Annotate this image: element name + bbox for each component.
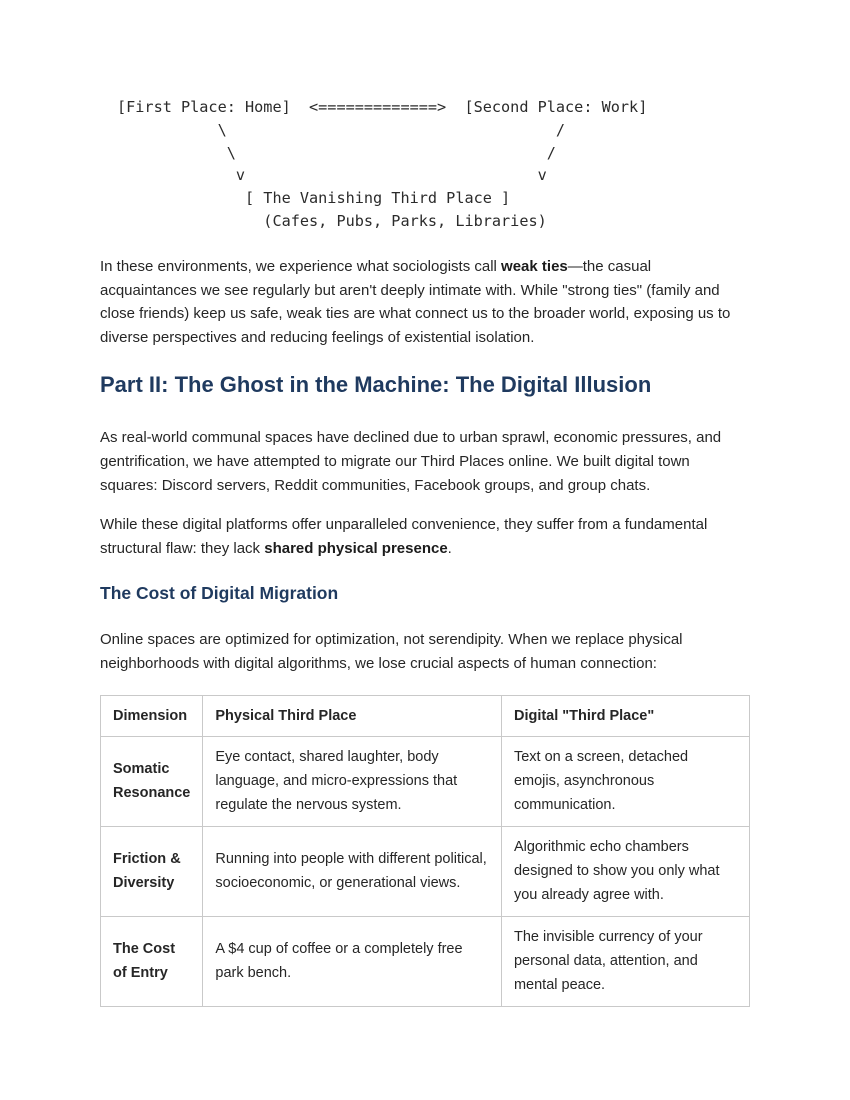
structural-flaw-paragraph [100, 513, 750, 561]
table-header-row [101, 695, 750, 736]
diagram-line: (Cafes, Pubs, Parks, Libraries) [117, 211, 547, 230]
bold-term: shared physical presence [264, 540, 448, 558]
digital-cell: The invisible currency of your personal data, attention, and mental peace. [501, 916, 749, 1006]
paragraph-text: . [447, 540, 452, 558]
paragraph-text: —the casual acquaintances we see regularly but aren't deeply intimate with. While "strong ties" (family and close friends) keep us safe, weak ties are what connect us to the broader world, exposing us to diverse perspectives and reducing feelings of existential isolation. [100, 257, 731, 347]
diagram-line: \ / [117, 120, 566, 139]
digital-cell: Algorithmic echo chambers designed to show you only what you already agree with. [501, 826, 749, 916]
cost-section-heading: The Cost of Digital Migration [100, 582, 339, 603]
physical-cell: Running into people with different political, socioeconomic, or generational views. [203, 826, 502, 916]
paragraph-text: While these digital platforms offer unparalleled convenience, they suffer from a fundamental structural flaw: they lack [100, 516, 708, 558]
column-header-physical: Physical Third Place [203, 695, 502, 736]
paragraph-text: In these environments, we experience what sociologists call [100, 257, 502, 275]
comparison-table [100, 695, 750, 1007]
physical-cell: A $4 cup of coffee or a completely free park bench. [203, 916, 502, 1006]
dimension-cell: Somatic Resonance [101, 736, 203, 826]
third-place-diagram [100, 96, 750, 233]
diagram-line: \ / [117, 143, 556, 162]
physical-cell: Eye contact, shared laughter, body language, and micro-expressions that regulate the nervous system. [203, 736, 502, 826]
weak-ties-paragraph [100, 255, 750, 350]
table-row [101, 916, 750, 1006]
bold-term: weak ties [501, 257, 568, 275]
part-two-heading: Part II: The Ghost in the Machine: The Digital Illusion [100, 371, 652, 397]
diagram-line: [ The Vanishing Third Place ] [117, 189, 511, 208]
dimension-cell: Friction & Diversity [101, 826, 203, 916]
diagram-line: v v [117, 166, 547, 185]
diagram-line: [First Place: Home] <=============> [Second Place: Work] [117, 98, 648, 116]
table-row [101, 826, 750, 916]
cost-intro-paragraph: Online spaces are optimized for optimization, not serendipity. When we replace physical neighborhoods with digital algorithms, we lose crucial aspects of human connection: [100, 630, 683, 672]
table-row [101, 736, 750, 826]
column-header-dimension: Dimension [101, 695, 203, 736]
dimension-cell: The Cost of Entry [101, 916, 203, 1006]
migration-paragraph: As real-world communal spaces have declined due to urban sprawl, economic pressures, and gentrification, we have attempted to migrate our Third Places online. We built digital town squares: Discord servers, Reddit communities, Facebook groups, and group chats. [100, 428, 722, 494]
column-header-digital: Digital "Third Place" [501, 695, 749, 736]
document-page [100, 96, 750, 1007]
digital-cell: Text on a screen, detached emojis, asynchronous communication. [501, 736, 749, 826]
